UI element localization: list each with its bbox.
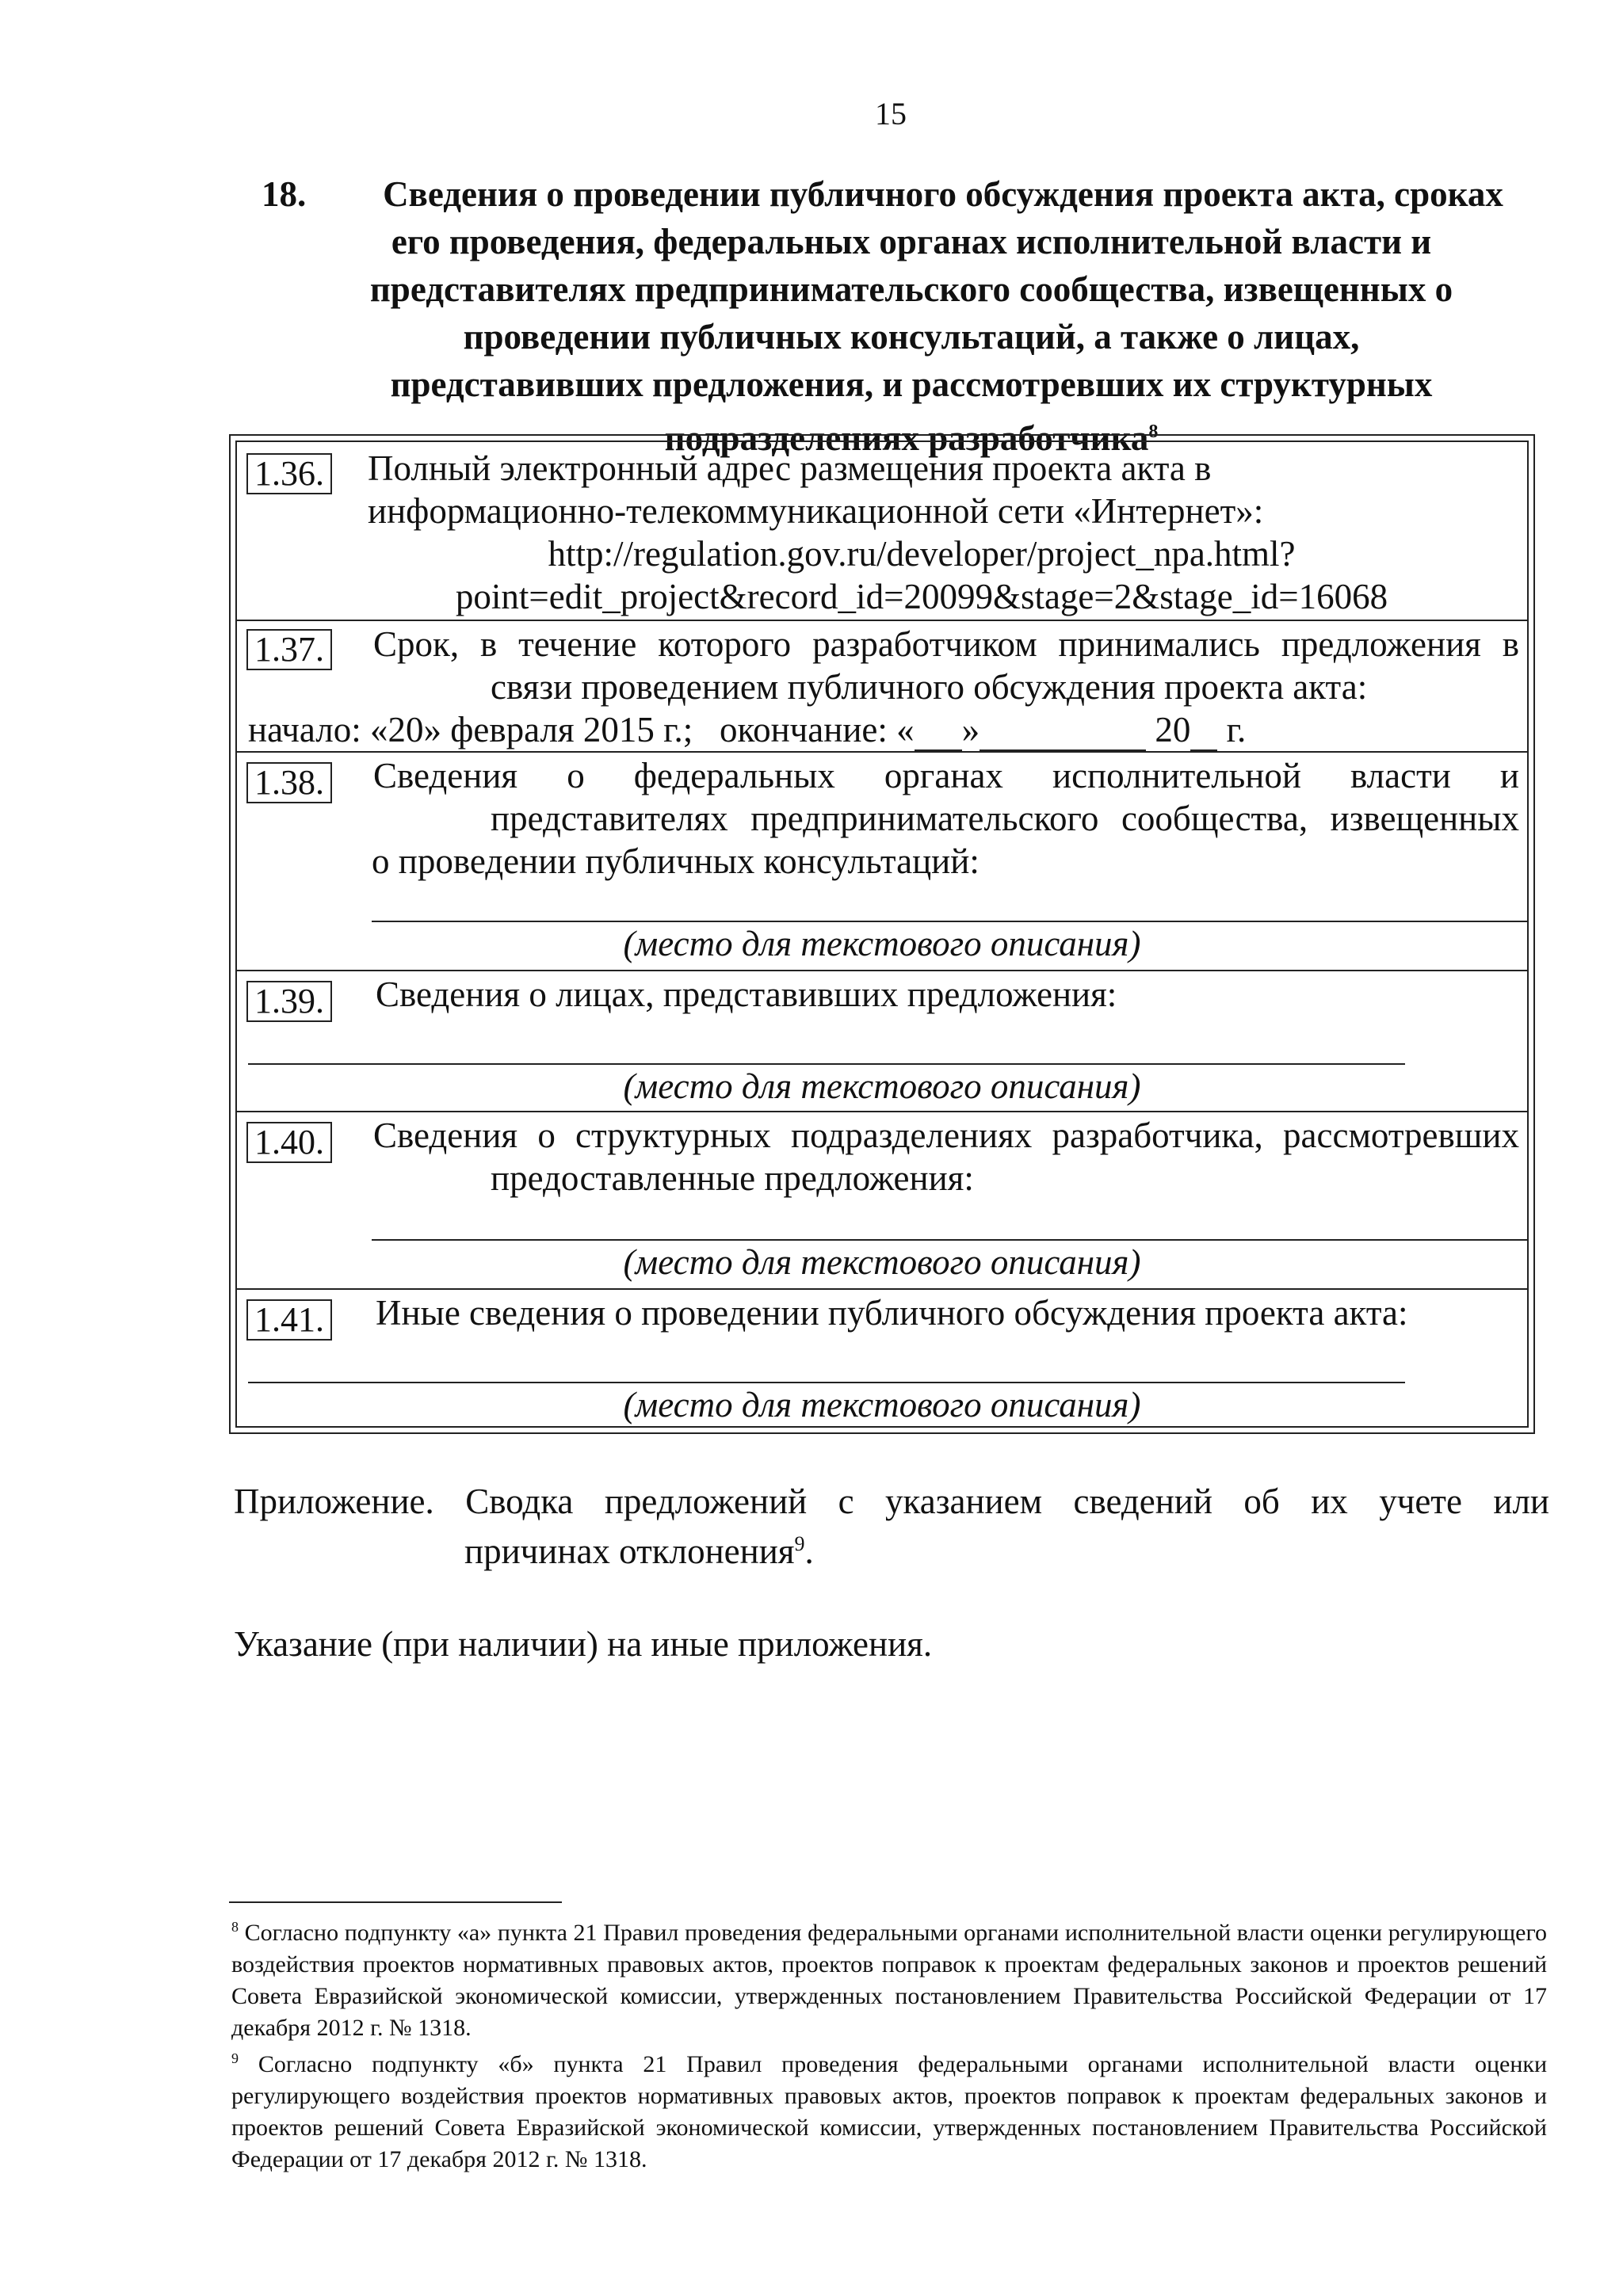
end-year-blank	[1190, 718, 1217, 751]
section-title-line: представителях предпринимательского сообщества, извещенных о	[369, 269, 1453, 309]
row-text-line: Сведения о структурных подразделениях разработчика, рассмотревших	[373, 1116, 1519, 1155]
footnote-text: Согласно подпункту «б» пункта 21 Правил проведения федеральными органами исполнительной власти оценки регулирующего воздействия проектов нормативных правовых актов, проектов поправок к проектам федеральных законов и проектов решений Совета Евразийской экономической комиссии, утвержденных постановлением Правительства Российской Федерации от 17 декабря 2012 г. № 1318.	[231, 2051, 1548, 2172]
field-code: 1.36.	[246, 453, 332, 494]
text-placeholder: (место для текстового описания)	[623, 1385, 1141, 1425]
row-text-line: информационно-телекоммуникационной сети «Интернет»:	[368, 491, 1264, 531]
row-1-36	[237, 442, 1527, 621]
footnote-ref-8: 8	[1148, 421, 1159, 442]
appendix-text: причинах отклонения	[464, 1531, 795, 1571]
form-table	[229, 434, 1535, 1434]
appendix-period: .	[804, 1531, 814, 1571]
row-1-38	[237, 751, 1527, 971]
form-table-inner	[235, 441, 1529, 1428]
section-number: 18.	[262, 174, 307, 214]
footnote-text: Согласно подпункту «а» пункта 21 Правил проведения федеральными органами исполнительной власти оценки регулирующего воздействия проектов нормативных правовых актов, проектов поправок к проектам федеральных законов и проектов решений Совета Евразийской экономической комиссии, утвержденных постановлением Правительства Российской Федерации от 17 декабря 2012 г. № 1318.	[231, 1920, 1548, 2041]
text-placeholder: (место для текстового описания)	[623, 924, 1141, 963]
end-year-prefix: 20	[1155, 710, 1191, 749]
page-number: 15	[875, 96, 907, 132]
field-code: 1.39.	[246, 981, 332, 1022]
field-code: 1.40.	[246, 1122, 332, 1163]
start-date: начало: «20» февраля 2015 г.;	[248, 710, 693, 749]
row-text-line: Срок, в течение которого разработчиком принимались предложения в	[373, 624, 1519, 664]
end-day-blank	[915, 718, 962, 751]
row-text-line: Сведения о лицах, представивших предложения:	[376, 974, 1117, 1014]
row-1-40	[237, 1111, 1527, 1290]
row-1-41	[237, 1288, 1527, 1429]
url-line: http://regulation.gov.ru/developer/project_npa.html?	[548, 534, 1296, 574]
footnote-mark: 9	[231, 2050, 239, 2066]
row-text-line: Сведения о федеральных органах исполнительной власти и	[373, 756, 1519, 795]
end-year-suffix: г.	[1226, 710, 1247, 749]
field-code: 1.37.	[246, 629, 332, 670]
section-title-text: подразделениях разработчика	[664, 418, 1149, 458]
end-label: окончание: «	[720, 710, 915, 749]
section-title-line: Сведения о проведении публичного обсуждения проекта акта, сроках	[383, 174, 1503, 214]
row-text-line: Иные сведения о проведении публичного обсуждения проекта акта:	[376, 1293, 1408, 1333]
end-quote: »	[961, 710, 980, 749]
appendix-line: Приложение. Сводка предложений с указанием сведений об их учете или	[234, 1482, 1549, 1521]
row-text-line: о проведении публичных консультаций:	[372, 841, 980, 881]
row-1-37	[237, 620, 1527, 753]
footnote-mark: 8	[231, 1919, 239, 1935]
row-text-line: предоставленные предложения:	[491, 1158, 974, 1198]
footnote-ref-9: 9	[794, 1532, 805, 1555]
text-placeholder: (место для текстового описания)	[623, 1066, 1141, 1106]
period-line	[248, 708, 1246, 751]
row-text-line: Полный электронный адрес размещения проекта акта в	[368, 448, 1212, 488]
field-code: 1.38.	[246, 762, 332, 803]
row-1-39	[237, 970, 1527, 1112]
footnote-9	[231, 2042, 1547, 2176]
row-text-line: представителях предпринимательского сообщества, извещенных	[491, 799, 1519, 838]
section-title	[238, 170, 1585, 462]
end-month-blank	[980, 718, 1146, 751]
section-title-line: проведении публичных консультаций, а также о лицах,	[463, 317, 1360, 357]
field-code: 1.41.	[246, 1299, 332, 1341]
other-appendices: Указание (при наличии) на иные приложения.	[234, 1624, 933, 1664]
footnote-separator	[229, 1901, 562, 1903]
footnote-8	[231, 1911, 1547, 2044]
section-title-line: представивших предложения, и рассмотревших их структурных	[390, 364, 1433, 404]
url-line: point=edit_project&record_id=20099&stage=2&stage_id=16068	[455, 577, 1388, 616]
row-text-line: связи проведением публичного обсуждения проекта акта:	[491, 667, 1368, 707]
section-title-line: его проведения, федеральных органах исполнительной власти и	[391, 222, 1432, 261]
appendix-line-2	[464, 1523, 814, 1573]
text-placeholder: (место для текстового описания)	[623, 1242, 1141, 1282]
